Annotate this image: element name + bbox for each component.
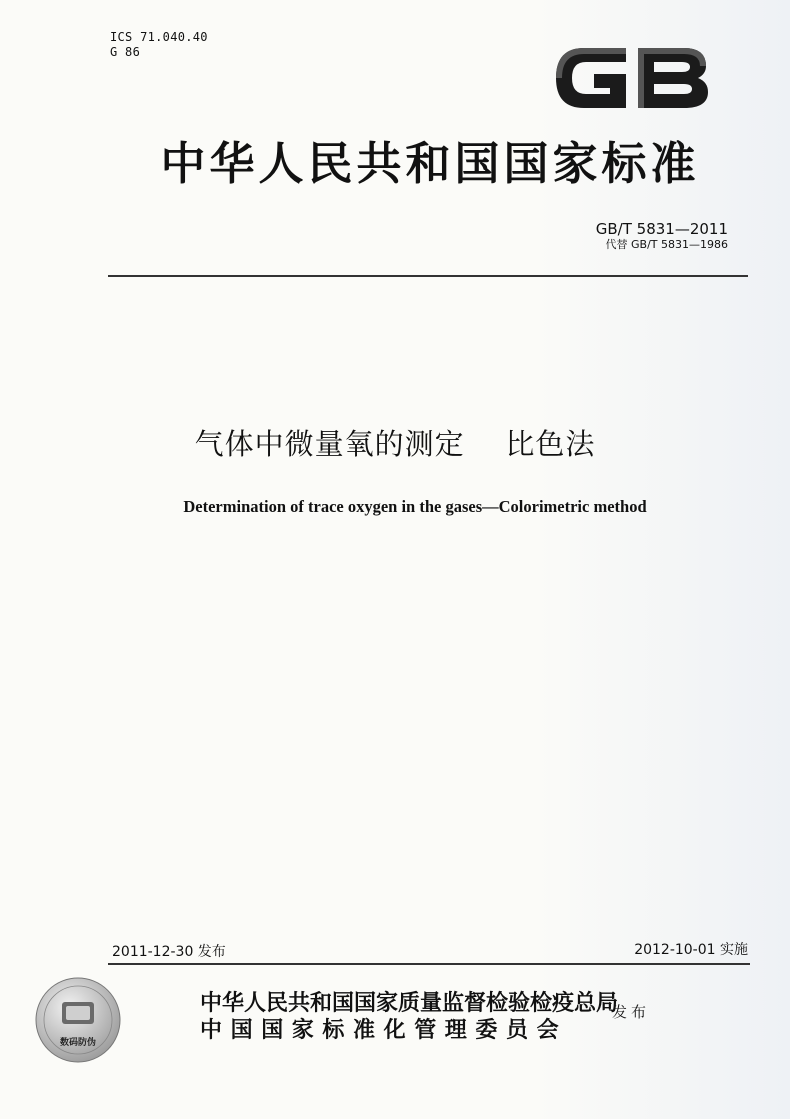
bottom-divider	[108, 963, 750, 965]
effective-date: 2012-10-01 实施	[634, 942, 748, 958]
publish-label: 发布	[612, 1003, 651, 1021]
standard-number: GB/T 5831—2011	[595, 220, 728, 238]
gb-logo-icon	[548, 34, 714, 122]
issuer-line-1: 中华人民共和国国家质量监督检验检疫总局	[200, 990, 619, 1016]
document-title-chinese: 气体中微量氧的测定 比色法	[194, 427, 596, 461]
anti-counterfeit-seal-icon	[34, 976, 122, 1064]
issue-date: 2011-12-30 发布	[112, 944, 226, 960]
issuing-authorities	[200, 990, 618, 1044]
document-title-english: Determination of trace oxygen in the gases—Colorimetric method	[183, 497, 647, 516]
seal-label: 数码防伪	[59, 1038, 96, 1048]
replaces-standard: 代替 GB/T 5831—1986	[605, 238, 728, 251]
top-divider	[108, 275, 748, 277]
standard-number-block	[596, 220, 728, 252]
ics-code: ICS 71.040.40	[110, 30, 208, 44]
classification-codes	[110, 30, 208, 60]
issuer-line-2: 中国国家标准化管理委员会	[200, 1017, 568, 1043]
ccs-code: G 86	[110, 45, 141, 59]
standard-type-heading: 中华人民共和国国家标准	[160, 137, 700, 190]
